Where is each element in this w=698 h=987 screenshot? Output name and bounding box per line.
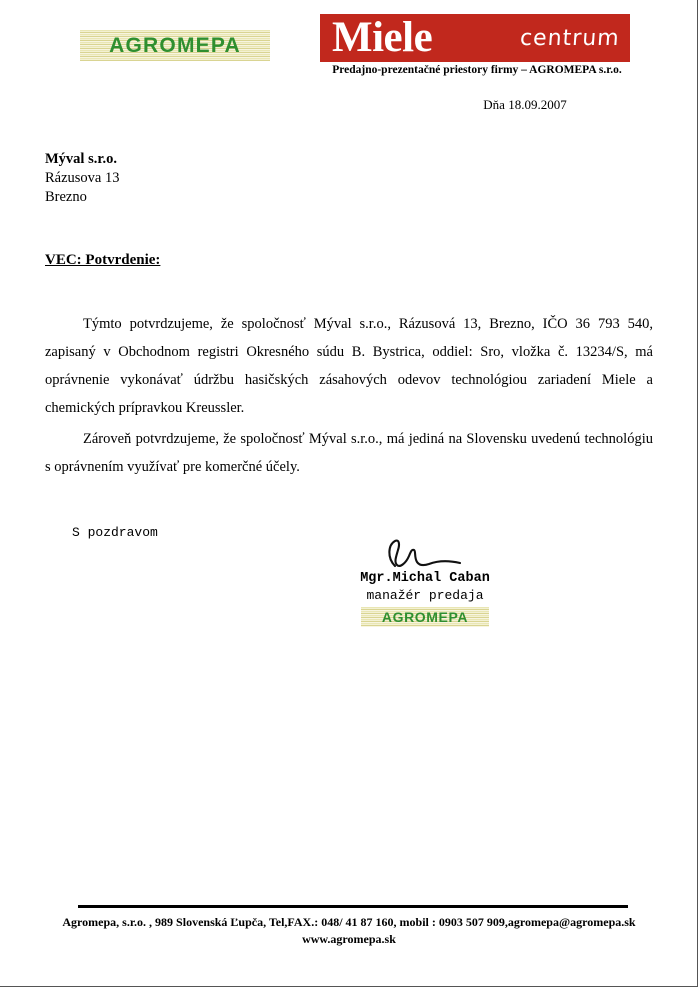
signatory-role: manažér predaja xyxy=(366,588,484,603)
recipient-name: Mýval s.r.o. xyxy=(45,151,117,167)
footer-line-2: www.agromepa.sk xyxy=(302,932,396,946)
closing-salutation: S pozdravom xyxy=(72,525,158,540)
recipient-city: Brezno xyxy=(45,189,87,205)
agromepa-logo xyxy=(80,30,270,61)
brand-subtitle: Predajno-prezentačné priestory firmy – AGROMEPA s.r.o. xyxy=(332,64,622,76)
signature-block xyxy=(330,536,520,627)
centrum-wordmark: centrum xyxy=(519,26,621,51)
letterhead-header xyxy=(0,0,698,92)
signatory-name: Mgr.Michal Caban xyxy=(360,571,490,586)
footer-divider xyxy=(78,905,628,908)
footer-line-1: Agromepa, s.r.o. , 989 Slovenská Ľupča, Tel,FAX.: 048/ 41 87 160, mobil : 0903 507 909,agromepa@agromepa.sk xyxy=(62,915,636,929)
handwritten-signature-icon xyxy=(365,536,485,570)
miele-centrum-logo xyxy=(320,14,630,62)
recipient-street: Rázusova 13 xyxy=(45,170,120,186)
date-line: Dňa 18.09.2007 xyxy=(483,97,567,112)
footer-contact xyxy=(24,914,674,948)
agromepa-logo-text: AGROMEPA xyxy=(109,34,241,57)
signature-agromepa-logo-text: AGROMEPA xyxy=(381,609,469,625)
letter-body xyxy=(45,310,653,484)
body-paragraph-1: Týmto potvrdzujeme, že spoločnosť Mýval s.r.o., Rázusová 13, Brezno, IČO 36 793 540, zapisaný v Obchodnom registri Okresného súdu B. Bystrica, oddiel: Sro, vložka č. 13234/S, má oprávnenie vykonávať údržbu hasičských zásahových odevov technológiou zariadení Miele a chemických prípravkou Kreussler. xyxy=(45,316,653,416)
subject-line: VEC: Potvrdenie: xyxy=(45,252,161,268)
miele-wordmark: Miele xyxy=(332,14,433,61)
body-paragraph-2: Zároveň potvrdzujeme, že spoločnosť Mýval s.r.o., má jediná na Slovensku uvedenú technológiu s oprávnením využívať pre komerčné účely. xyxy=(45,431,653,475)
recipient-address xyxy=(45,150,120,207)
signature-agromepa-logo xyxy=(361,607,489,627)
